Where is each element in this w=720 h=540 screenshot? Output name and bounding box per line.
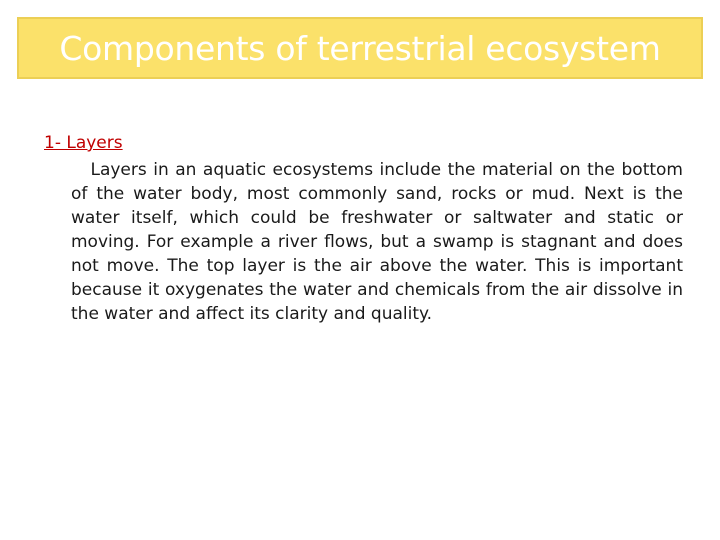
slide-title: Components of terrestrial ecosystem xyxy=(59,28,661,68)
body-paragraph xyxy=(71,158,683,326)
title-banner xyxy=(17,17,703,79)
body-text: Layers in an aquatic ecosystems include the material on the bottom of the water body, most commonly sand, rocks or mud. Next is the water itself, which could be freshwater or saltwater and static or moving. For example a river flows, but a swamp is stagnant and does not move. The top layer is the air above the water. This is important because it oxygenates the water and chemicals from the air dissolve in the water and affect its clarity and quality. xyxy=(71,160,683,324)
section-heading: 1- Layers xyxy=(44,133,123,153)
